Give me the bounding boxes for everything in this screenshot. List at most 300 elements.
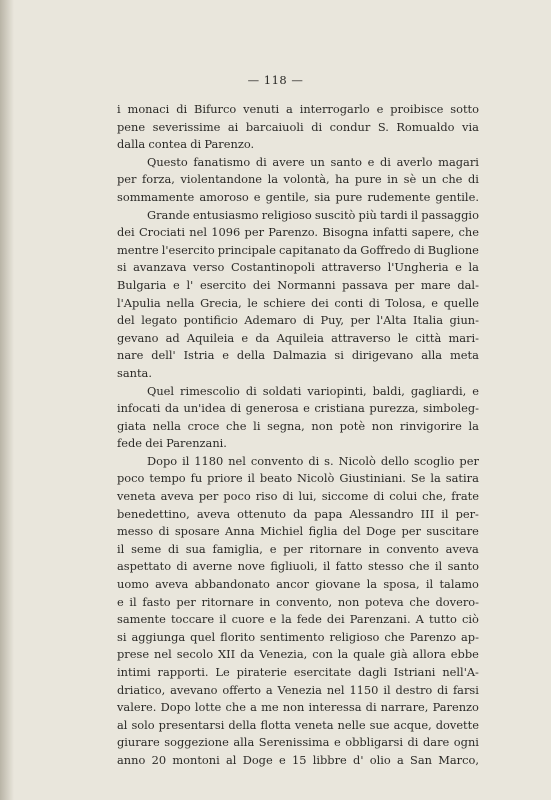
word: colui bbox=[389, 489, 418, 504]
word: fede bbox=[296, 612, 322, 627]
word: il bbox=[182, 453, 190, 468]
text-line bbox=[117, 682, 479, 700]
word: farsi bbox=[452, 682, 479, 697]
text-line bbox=[117, 629, 479, 647]
word: nella bbox=[152, 418, 181, 433]
word: nel bbox=[189, 225, 208, 240]
word: che bbox=[441, 172, 463, 187]
word: Parenzo. bbox=[204, 137, 255, 152]
word: aveva bbox=[445, 541, 479, 556]
word: legato bbox=[141, 313, 178, 328]
word: nel bbox=[154, 647, 172, 662]
word: XII bbox=[218, 647, 236, 662]
word: capitanato bbox=[279, 242, 341, 257]
word: si bbox=[117, 629, 127, 644]
text-line bbox=[117, 347, 479, 365]
word: esercito bbox=[199, 277, 247, 292]
word: che bbox=[409, 594, 430, 609]
word: S. bbox=[377, 119, 389, 134]
word: in bbox=[387, 172, 399, 187]
word: scoglio bbox=[413, 453, 455, 468]
word: Bisogna bbox=[322, 225, 369, 240]
word: e bbox=[455, 260, 462, 275]
word: di bbox=[282, 489, 294, 504]
text-line bbox=[117, 576, 479, 594]
word: talamo bbox=[439, 577, 479, 592]
word: giata bbox=[117, 418, 147, 433]
word: narrare, bbox=[380, 700, 429, 715]
text-line bbox=[117, 365, 479, 383]
word: Normanni bbox=[277, 277, 336, 292]
word: variopinti, bbox=[307, 383, 367, 398]
word: del bbox=[342, 524, 361, 539]
text-line bbox=[117, 101, 479, 119]
word: baldi, bbox=[372, 383, 405, 398]
word: l'Alta bbox=[376, 313, 407, 328]
word: veneta bbox=[117, 489, 156, 504]
word: entusiasmo bbox=[192, 207, 259, 222]
word: lotte bbox=[194, 700, 222, 715]
word: la bbox=[337, 647, 349, 662]
word: che bbox=[384, 629, 405, 644]
word: nel bbox=[228, 453, 246, 468]
word: figlia bbox=[308, 524, 338, 539]
word: aveva bbox=[160, 489, 194, 504]
word: della bbox=[236, 348, 266, 363]
word: uomo bbox=[117, 577, 149, 592]
word: lui, bbox=[298, 489, 317, 504]
word: la bbox=[468, 418, 479, 433]
word: Parenzani. bbox=[349, 612, 411, 627]
word: ha bbox=[335, 172, 350, 187]
word: flotta bbox=[260, 717, 291, 732]
word: nel bbox=[326, 682, 345, 697]
word: secolo bbox=[176, 647, 214, 662]
word: rinvigorire bbox=[399, 418, 462, 433]
word: sentimento bbox=[260, 629, 325, 644]
word: stesso bbox=[368, 559, 404, 574]
word: Parenzani. bbox=[166, 436, 227, 451]
word: un bbox=[421, 172, 437, 187]
word: dovero- bbox=[435, 594, 479, 609]
word: non bbox=[311, 418, 333, 433]
word: conti bbox=[334, 295, 364, 310]
word: pontificio bbox=[183, 313, 238, 328]
word: di bbox=[380, 154, 391, 169]
text-line bbox=[117, 734, 479, 752]
word: gevano bbox=[117, 330, 159, 345]
word: Doge bbox=[366, 524, 397, 539]
word: Alessandro bbox=[349, 506, 414, 521]
word: magari bbox=[438, 154, 479, 169]
word: suscitò bbox=[314, 207, 356, 222]
word: 1096 bbox=[211, 225, 241, 240]
word: Parenzo bbox=[432, 700, 479, 715]
word: il bbox=[441, 506, 449, 521]
text-line bbox=[117, 224, 479, 242]
word: Dalmazia bbox=[272, 348, 327, 363]
word: avanzava bbox=[133, 260, 187, 275]
word: avevano bbox=[170, 682, 218, 697]
word: del bbox=[117, 313, 135, 328]
word: Le bbox=[215, 665, 230, 679]
word: non bbox=[282, 700, 305, 715]
word: soggezione bbox=[164, 735, 229, 750]
word: per bbox=[350, 313, 370, 328]
word: offerto bbox=[222, 682, 261, 697]
word: quale bbox=[353, 647, 385, 662]
text-line bbox=[117, 611, 479, 629]
text-line bbox=[117, 506, 479, 524]
word: segna, bbox=[267, 418, 305, 433]
word: il bbox=[117, 541, 125, 556]
word: quelle bbox=[443, 295, 479, 310]
word: gagliardi, bbox=[410, 383, 467, 398]
word: valere. bbox=[117, 700, 157, 715]
word: un'idea bbox=[183, 401, 226, 416]
word: beato bbox=[259, 471, 293, 486]
word: veneta bbox=[294, 717, 334, 732]
word: Crociati bbox=[138, 225, 186, 240]
word: con bbox=[312, 647, 333, 662]
word: al bbox=[117, 717, 128, 732]
word: Costantinopoli bbox=[230, 260, 315, 275]
word: rimescolio bbox=[180, 383, 240, 398]
word: dei bbox=[117, 225, 135, 240]
word: che bbox=[225, 700, 246, 715]
text-line bbox=[117, 717, 479, 735]
word: pure bbox=[335, 189, 363, 204]
text-line bbox=[117, 664, 479, 682]
word: priore bbox=[207, 471, 243, 486]
word: Venezia bbox=[277, 682, 322, 697]
word: papa bbox=[314, 506, 343, 521]
word: che, bbox=[422, 489, 447, 504]
word: volontà, bbox=[283, 172, 330, 187]
word: Aquileia bbox=[186, 330, 235, 345]
text-line bbox=[117, 154, 479, 172]
word: interrogarlo bbox=[299, 102, 370, 116]
word: la bbox=[430, 471, 441, 486]
word: Dopo bbox=[147, 453, 178, 468]
word: ritornare bbox=[201, 594, 254, 609]
word: santo bbox=[330, 154, 362, 169]
word: simboleg- bbox=[423, 401, 479, 416]
word: s. bbox=[324, 453, 334, 468]
word: il bbox=[322, 559, 331, 574]
word: Grecia, bbox=[200, 295, 242, 310]
text-line bbox=[117, 488, 479, 506]
text-line bbox=[117, 383, 479, 401]
word: generosa bbox=[245, 401, 299, 416]
word: dalla bbox=[117, 137, 146, 152]
text-line bbox=[117, 312, 479, 330]
word: alla bbox=[233, 735, 255, 750]
word: 1150 bbox=[349, 682, 379, 697]
word: cuore bbox=[231, 612, 265, 627]
text-line bbox=[117, 752, 479, 770]
word: le bbox=[247, 295, 258, 310]
word: l' bbox=[186, 277, 194, 292]
word: fede bbox=[117, 436, 142, 451]
word: dei bbox=[145, 436, 163, 451]
word: pure bbox=[354, 172, 382, 187]
word: presentarsi bbox=[158, 717, 225, 732]
word: olio bbox=[369, 752, 391, 767]
word: tutto bbox=[428, 612, 457, 627]
word: si bbox=[117, 260, 127, 275]
word: di bbox=[413, 242, 425, 257]
page-number: — 118 — bbox=[247, 73, 304, 87]
word: di bbox=[407, 735, 419, 750]
word: seme bbox=[131, 541, 162, 556]
word: di bbox=[176, 559, 188, 574]
word: ogni bbox=[453, 735, 479, 750]
word: per bbox=[283, 541, 303, 556]
word: meta bbox=[449, 348, 479, 363]
text-line bbox=[117, 295, 479, 313]
word: San bbox=[410, 752, 432, 767]
word: infocati bbox=[117, 401, 161, 416]
word: attraverso bbox=[331, 330, 391, 345]
word: Romualdo bbox=[396, 119, 455, 134]
text-line bbox=[117, 171, 479, 189]
word: che bbox=[458, 225, 479, 240]
word: per bbox=[459, 453, 479, 468]
word: e bbox=[376, 102, 384, 116]
word: Questo bbox=[147, 154, 188, 169]
word: di bbox=[158, 524, 170, 539]
word: sposare bbox=[174, 524, 220, 539]
word: per bbox=[198, 489, 219, 504]
word: che bbox=[409, 559, 430, 574]
word: aspettato bbox=[117, 559, 172, 574]
word: le bbox=[397, 330, 409, 345]
word: d' bbox=[353, 752, 364, 767]
word: mare bbox=[420, 277, 451, 292]
word: Parenzo. bbox=[268, 225, 319, 240]
word: aveva bbox=[196, 506, 231, 521]
text-line bbox=[117, 277, 479, 295]
word: acque, bbox=[393, 717, 432, 732]
word: schiere bbox=[263, 295, 306, 310]
word: un bbox=[310, 154, 325, 169]
word: dal- bbox=[457, 277, 479, 292]
word: famiglia, bbox=[212, 541, 263, 556]
word: A bbox=[415, 612, 424, 627]
word: Se bbox=[410, 471, 426, 486]
word: di bbox=[168, 541, 179, 556]
word: florito bbox=[220, 629, 256, 644]
word: toccare bbox=[170, 612, 215, 627]
text-line bbox=[117, 646, 479, 664]
word: Serenissima bbox=[258, 735, 330, 750]
word: Nicolò bbox=[297, 471, 335, 486]
word: a bbox=[250, 700, 257, 715]
word: via bbox=[462, 119, 479, 134]
word: condur bbox=[329, 119, 371, 134]
word: soldati bbox=[262, 383, 302, 398]
word: da bbox=[255, 330, 270, 345]
word: sè bbox=[403, 172, 417, 187]
word: dell' bbox=[151, 348, 176, 363]
word: sue bbox=[369, 717, 390, 732]
word: e bbox=[173, 277, 180, 292]
word: croce bbox=[187, 418, 220, 433]
word: driatico, bbox=[117, 682, 166, 697]
word: gentile, bbox=[265, 189, 310, 204]
word: che bbox=[226, 418, 247, 433]
word: nell'A- bbox=[442, 665, 479, 679]
word: dovette bbox=[435, 717, 479, 732]
word: religioso bbox=[261, 207, 312, 222]
text-line bbox=[117, 330, 479, 348]
word: fatto bbox=[335, 559, 363, 574]
word: ciò bbox=[462, 612, 479, 627]
word: Michiel bbox=[260, 524, 304, 539]
word: passava bbox=[342, 277, 388, 292]
text-line bbox=[117, 189, 479, 207]
word: tardi bbox=[379, 207, 408, 222]
text-line bbox=[117, 418, 479, 436]
word: di bbox=[311, 119, 323, 134]
word: il bbox=[219, 612, 227, 627]
word: mentre bbox=[117, 242, 159, 257]
word: ai bbox=[227, 119, 239, 134]
word: per bbox=[394, 277, 415, 292]
word: obbligarsi bbox=[345, 735, 403, 750]
word: forza, bbox=[142, 172, 175, 187]
word: fanatismo bbox=[193, 154, 251, 169]
word: di bbox=[245, 383, 257, 398]
word: e bbox=[303, 401, 310, 416]
word: e bbox=[472, 383, 479, 398]
word: aggiunga bbox=[131, 629, 186, 644]
word: a bbox=[396, 752, 404, 767]
word: di bbox=[176, 102, 188, 116]
word: principale bbox=[217, 242, 276, 257]
text-line bbox=[117, 699, 479, 717]
word: di bbox=[437, 682, 449, 697]
text-line bbox=[117, 435, 479, 453]
word: Istriani bbox=[393, 665, 436, 679]
text-line bbox=[117, 594, 479, 612]
word: di bbox=[467, 172, 479, 187]
word: Doge bbox=[242, 752, 273, 767]
word: 15 bbox=[291, 752, 307, 767]
word: nelle bbox=[337, 717, 366, 732]
word: sotto bbox=[450, 102, 479, 116]
word: gentile. bbox=[435, 189, 479, 204]
word: mari- bbox=[448, 330, 479, 345]
word: e bbox=[222, 348, 230, 363]
word: per bbox=[176, 594, 196, 609]
word: da bbox=[164, 401, 180, 416]
word: benedettino, bbox=[117, 506, 190, 521]
word: la bbox=[468, 260, 479, 275]
word: sommamente bbox=[117, 189, 195, 204]
word: di bbox=[190, 137, 202, 152]
word: di bbox=[373, 489, 385, 504]
word: amoroso bbox=[199, 189, 249, 204]
word: e bbox=[333, 735, 341, 750]
word: potè bbox=[339, 418, 366, 433]
word: in bbox=[259, 594, 271, 609]
word: messo bbox=[117, 524, 154, 539]
word: barcaiuoli bbox=[245, 119, 304, 134]
word: ad bbox=[165, 330, 180, 345]
word: per bbox=[401, 524, 421, 539]
word: piraterie bbox=[236, 665, 287, 679]
word: Bifurco bbox=[193, 102, 237, 116]
word: non bbox=[371, 418, 394, 433]
word: non bbox=[337, 594, 360, 609]
word: religioso bbox=[329, 629, 380, 644]
word: il bbox=[383, 682, 391, 697]
word: Tolosa, bbox=[385, 295, 426, 310]
word: a bbox=[286, 102, 293, 116]
word: suscitare bbox=[426, 524, 479, 539]
word: avere bbox=[272, 154, 305, 169]
word: poco bbox=[223, 489, 251, 504]
word: nove bbox=[237, 559, 265, 574]
word: Venezia, bbox=[259, 647, 308, 662]
word: severissime bbox=[152, 119, 221, 134]
word: anno bbox=[117, 752, 146, 767]
word: averne bbox=[192, 559, 233, 574]
word: per- bbox=[455, 506, 479, 521]
word: più bbox=[358, 207, 377, 222]
word: 1180 bbox=[194, 453, 224, 468]
word: di bbox=[365, 700, 377, 715]
word: e bbox=[241, 330, 249, 345]
word: il bbox=[425, 577, 434, 592]
word: il bbox=[129, 594, 137, 609]
word: convento, bbox=[276, 594, 333, 609]
word: interessa bbox=[308, 700, 362, 715]
word: Marco, bbox=[438, 752, 479, 767]
word: siccome bbox=[321, 489, 369, 504]
word: dei bbox=[252, 277, 271, 292]
word: Istria bbox=[183, 348, 215, 363]
binding-shadow bbox=[0, 0, 14, 800]
word: me bbox=[261, 700, 279, 715]
word: nare bbox=[117, 348, 144, 363]
word: sapere, bbox=[411, 225, 455, 240]
word: rudemente bbox=[367, 189, 431, 204]
word: intimi bbox=[117, 665, 151, 679]
word: Italia bbox=[413, 313, 443, 328]
word: Aquileia bbox=[276, 330, 324, 345]
word: dello bbox=[380, 453, 410, 468]
text-line bbox=[117, 259, 479, 277]
word: e bbox=[117, 594, 124, 609]
word: città bbox=[415, 330, 442, 345]
word: rapporti. bbox=[157, 665, 209, 679]
word: Parenzo bbox=[409, 629, 457, 644]
word: venuti bbox=[243, 102, 280, 116]
word: poteva bbox=[365, 594, 404, 609]
word: il bbox=[247, 471, 255, 486]
word: per bbox=[244, 225, 265, 240]
word: di bbox=[308, 453, 320, 468]
word: frate bbox=[451, 489, 479, 504]
word: nella bbox=[166, 295, 195, 310]
word: sposa, bbox=[383, 577, 420, 592]
word: III bbox=[420, 506, 435, 521]
word: abbandonato bbox=[194, 577, 270, 592]
word: prese bbox=[117, 647, 150, 662]
